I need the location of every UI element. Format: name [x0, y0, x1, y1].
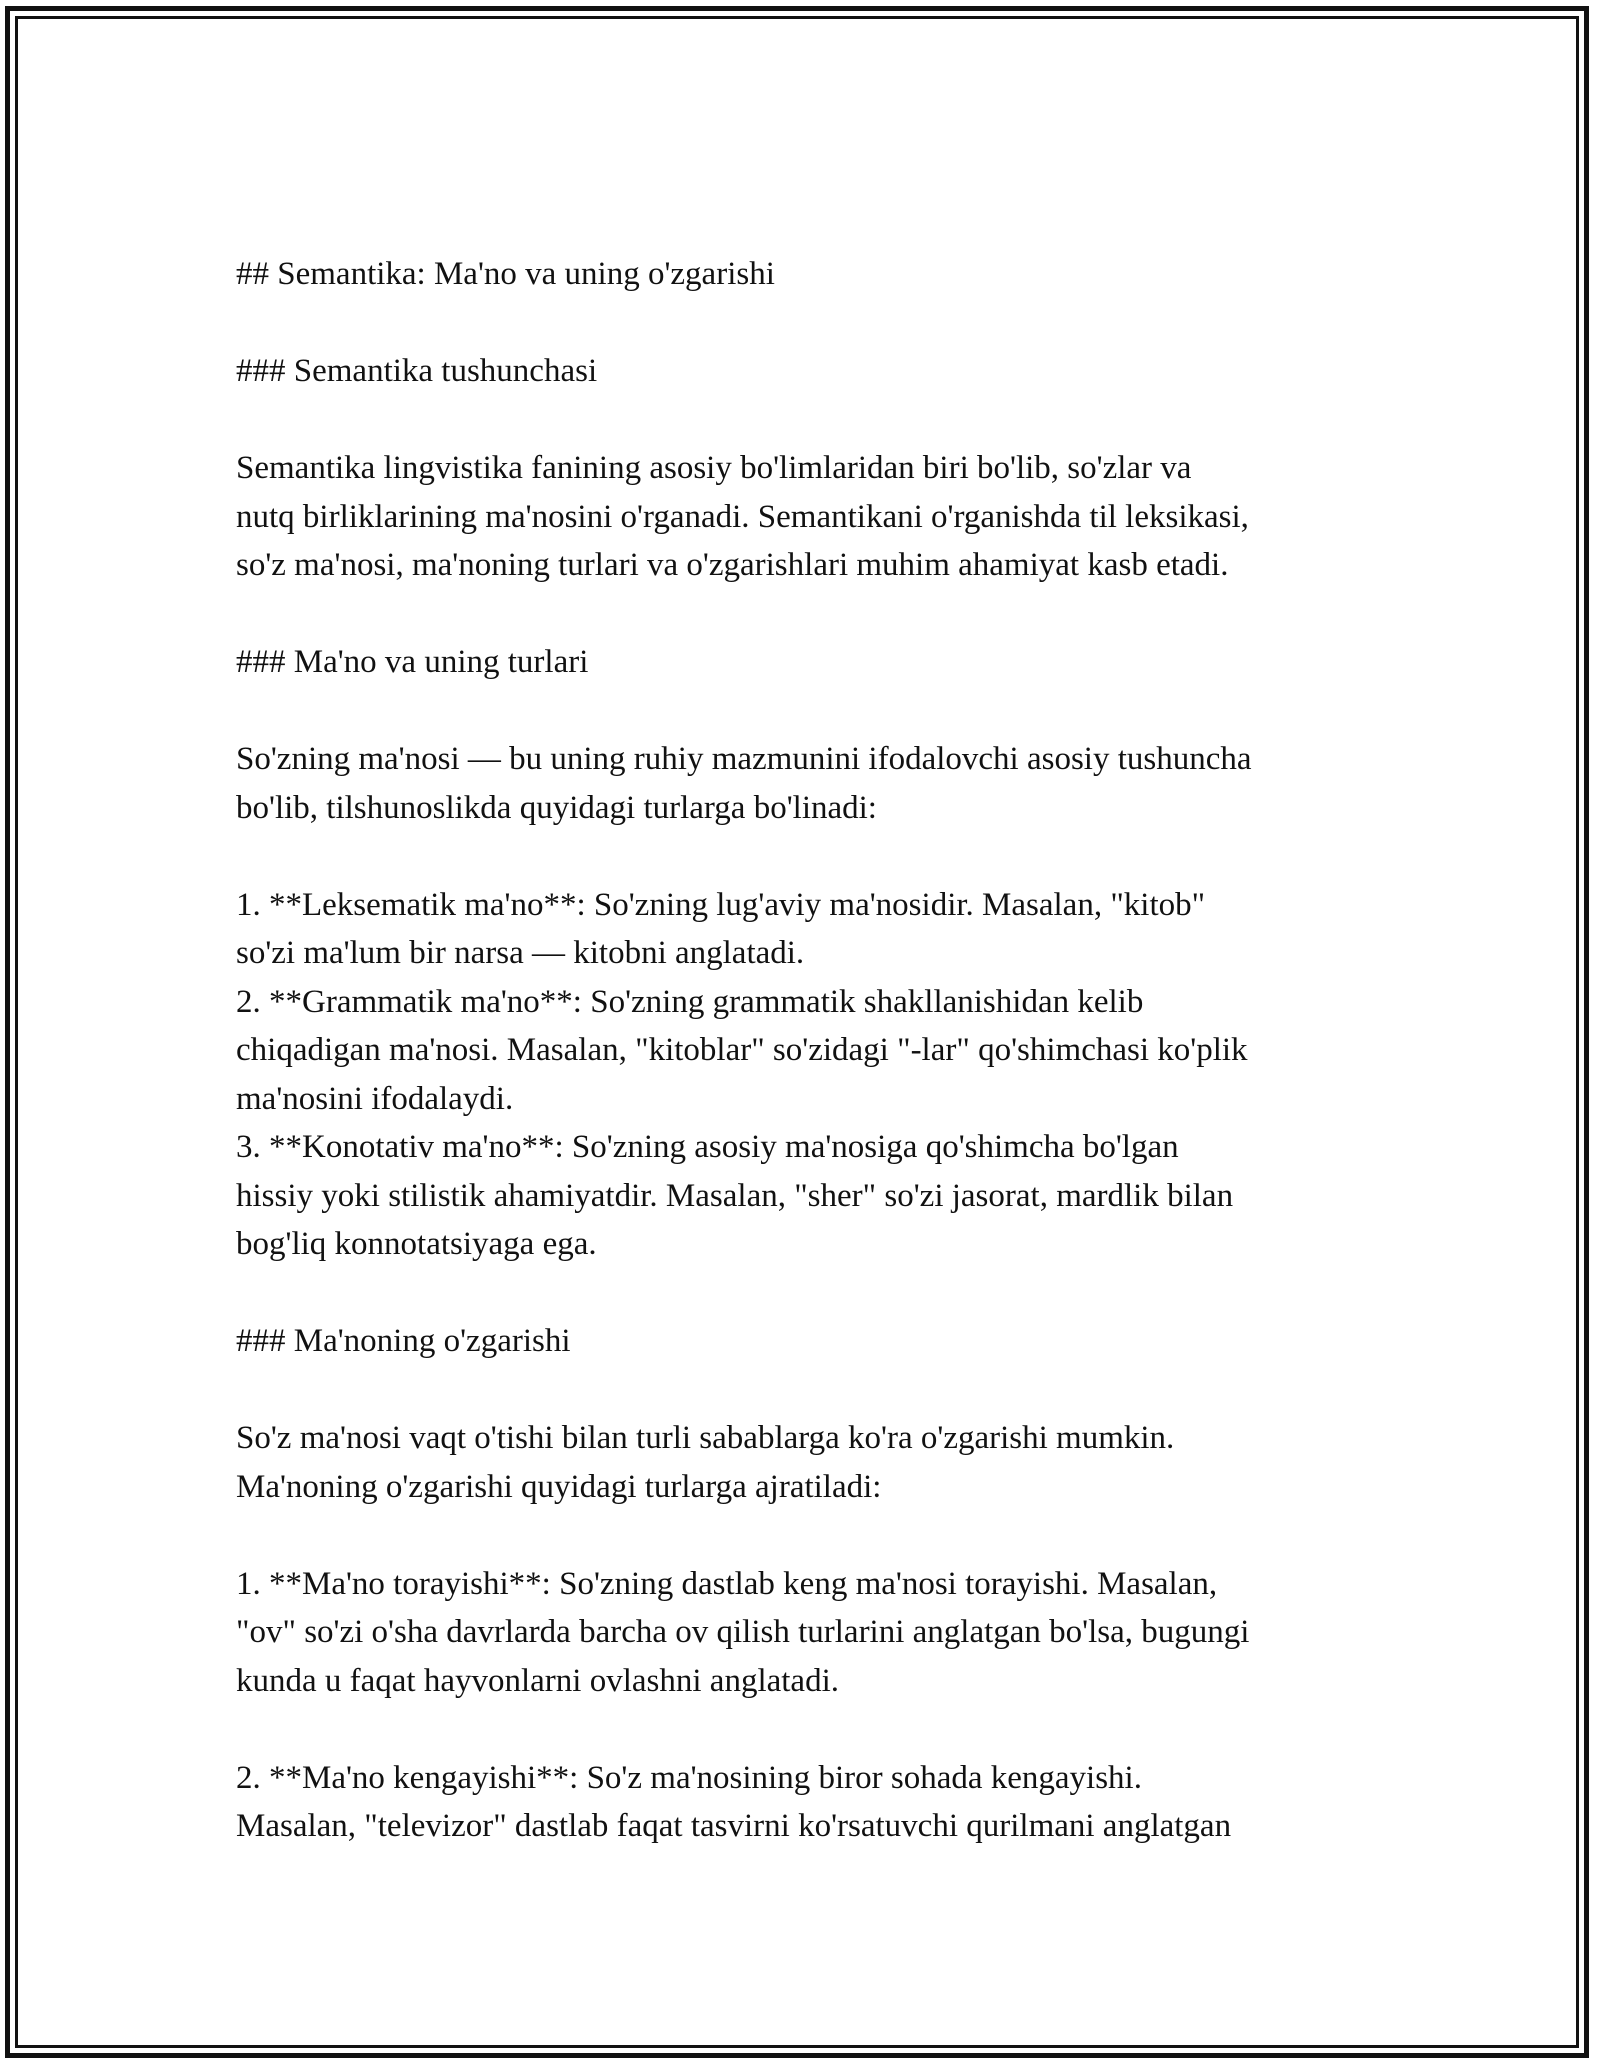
section-heading-semantika-tushunchasi: ### Semantika tushunchasi	[236, 353, 598, 389]
list-item-line: bog'liq konnotatsiyaga ega.	[236, 1226, 597, 1262]
list-item-line: 2. **Ma'no kengayishi**: So'z ma'nosining biror sohada kengayishi.	[236, 1759, 1142, 1796]
spacer	[236, 1705, 1376, 1754]
text-line: So'zning ma'nosi — bu uning ruhiy mazmunini ifodalovchi asosiy tushuncha	[236, 741, 1252, 777]
spacer	[236, 590, 1376, 639]
spacer	[236, 687, 1376, 736]
spacer	[236, 299, 1376, 348]
list-item	[236, 1754, 1376, 1851]
list-item	[236, 1560, 1376, 1706]
document-title: ## Semantika: Ma'no va uning o'zgarishi	[236, 256, 775, 292]
paragraph	[236, 1414, 1376, 1511]
text-line: so'z ma'nosi, ma'noning turlari va o'zgarishlari muhim ahamiyat kasb etadi.	[236, 547, 1229, 583]
numbered-list	[236, 881, 1376, 1269]
document-body	[236, 250, 1376, 1851]
text-line: So'z ma'nosi vaqt o'tishi bilan turli sabablarga ko'ra o'zgarishi mumkin.	[236, 1420, 1175, 1456]
text-line: bo'lib, tilshunoslikda quyidagi turlarga bo'linadi:	[236, 789, 877, 826]
section-heading-mano-turlari: ### Ma'no va uning turlari	[236, 644, 589, 680]
list-item-line: Masalan, "televizor" dastlab faqat tasvirni ko'rsatuvchi qurilmani anglatgan	[236, 1808, 1232, 1844]
text-line: nutq birliklarining ma'nosini o'rganadi. Semantikani o'rganishda til leksikasi,	[236, 498, 1249, 535]
list-item-line: hissiy yoki stilistik ahamiyatdir. Masalan, "sher" so'zi jasorat, mardlik bilan	[236, 1177, 1234, 1214]
list-item-line: ma'nosini ifodalaydi.	[236, 1080, 514, 1117]
spacer	[236, 1269, 1376, 1318]
list-item-line: 2. **Grammatik ma'no**: So'zning grammatik shakllanishidan kelib	[236, 983, 1144, 1020]
list-item-line: 1. **Ma'no torayishi**: So'zning dastlab keng ma'nosi torayishi. Masalan,	[236, 1565, 1218, 1602]
list-item-line: 3. **Konotativ ma'no**: So'zning asosiy ma'nosiga qo'shimcha bo'lgan	[236, 1129, 1179, 1165]
spacer	[236, 396, 1376, 445]
list-item-line: chiqadigan ma'nosi. Masalan, "kitoblar" so'zidagi "-lar" qo'shimchasi ko'plik	[236, 1032, 1248, 1068]
spacer	[236, 1511, 1376, 1560]
list-item-line: 1. **Leksematik ma'no**: So'zning lug'aviy ma'nosidir. Masalan, "kitob"	[236, 886, 1206, 923]
text-line: Semantika lingvistika fanining asosiy bo'limlaridan biri bo'lib, so'zlar va	[236, 450, 1192, 486]
paragraph	[236, 444, 1376, 590]
list-item-line: kunda u faqat hayvonlarni ovlashni anglatadi.	[236, 1662, 839, 1699]
spacer	[236, 832, 1376, 881]
list-item-line: so'zi ma'lum bir narsa — kitobni anglatadi.	[236, 935, 805, 971]
section-heading-manoning-ozgarishi: ### Ma'noning o'zgarishi	[236, 1323, 571, 1359]
text-line: Ma'noning o'zgarishi quyidagi turlarga ajratiladi:	[236, 1468, 882, 1505]
list-item-line: "ov" so'zi o'sha davrlarda barcha ov qilish turlarini anglatgan bo'lsa, bugungi	[236, 1614, 1250, 1650]
spacer	[236, 1366, 1376, 1415]
paragraph	[236, 735, 1376, 832]
